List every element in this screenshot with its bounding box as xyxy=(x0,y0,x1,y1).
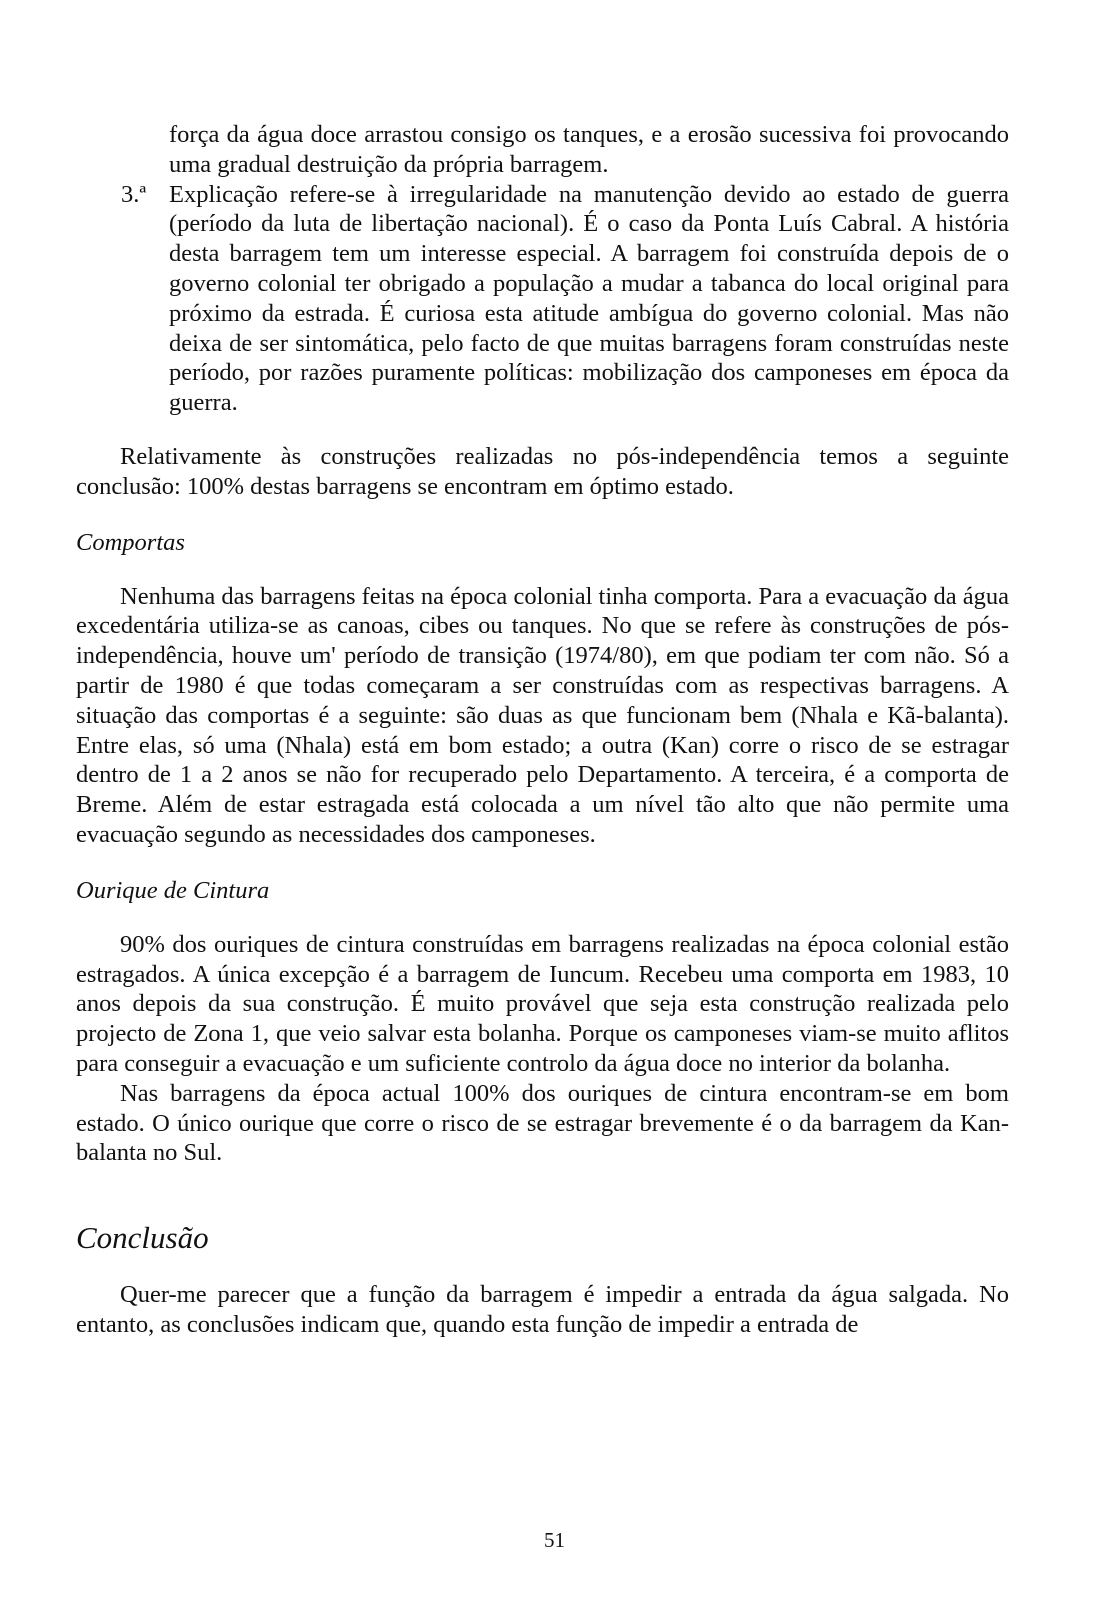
paragraph-ourique-1: 90% dos ouriques de cintura construídas em barragens realizadas na época colonial estão estragados. A única excepção é a barragem de Iuncum. Recebeu uma comporta em 1983, 10 anos depois da sua construção. É muito provável que seja esta construção realizada pelo projecto de Zona 1, que veio salvar esta bolanha. Porque os camponeses viam-se muito aflitos para conseguir a evacuação e um suficiente controlo da água doce no interior da bolanha. xyxy=(76,930,1009,1077)
list-item-3-label: 3.ª xyxy=(121,180,147,208)
paragraph-comportas: Nenhuma das barragens feitas na época colonial tinha comporta. Para a evacuação da água excedentária utiliza-se as canoas, cibes ou tanques. No que se refere às construções de pós-independência, houve um' período de transição (1974/80), em que podiam ter com não. Só a partir de 1980 é que todas começaram a ser construídas com as respectivas barragens. A situação das comportas é a seguinte: são duas as que funcionam bem (Nhala e Kã-balanta). Entre elas, só uma (Nhala) está em bom estado; a outra (Kan) corre o risco de se estragar dentro de 1 a 2 anos se não for recuperado pelo Departamento. A terceira, é a comporta de Breme. Além de estar estragada está colocada a um nível tão alto que não permite uma evacuação segundo as necessidades dos camponeses. xyxy=(76,582,1009,848)
list-item-continuation: força da água doce arrastou consigo os tanques, e a erosão sucessiva foi provocando uma gradual destruição da própria barragem. xyxy=(169,121,1009,178)
numbered-list xyxy=(121,120,1009,418)
paragraph-ourique-2: Nas barragens da época actual 100% dos ouriques de cintura encontram-se em bom estado. O único ourique que corre o risco de se estragar brevemente é o da barragem da Kan-balanta no Sul. xyxy=(76,1079,1009,1167)
paragraph-pos-independencia: Relativamente às construções realizadas no pós-independência temos a seguinte conclusão: 100% destas barragens se encontram em óptimo estado. xyxy=(76,442,1009,500)
section-heading-ourique: Ourique de Cintura xyxy=(76,876,270,904)
document-page xyxy=(76,120,1009,1340)
paragraph-conclusao: Quer-me parecer que a função da barragem é impedir a entrada da água salgada. No entanto, as conclusões indicam que, quando esta função de impedir a entrada de xyxy=(76,1281,1009,1338)
heading-conclusao: Conclusão xyxy=(76,1220,209,1256)
list-item-3-text: Explicação refere-se à irregularidade na manutenção devido ao estado de guerra (período da luta de libertação nacional). É o caso da Ponta Luís Cabral. A história desta barragem tem um interesse especial. A barragem foi construída depois de o governo colonial ter obrigado a população a mudar a tabanca do local original para próximo da estrada. É curiosa esta atitude ambígua do governo colonial. Mas não deixa de ser sintomática, pelo facto de que muitas barragens foram construídas neste período, por razões puramente políticas: mobilização dos camponeses em época da guerra. xyxy=(169,180,1009,417)
section-heading-comportas: Comportas xyxy=(76,528,185,556)
list-item-3 xyxy=(121,180,1009,418)
page-number: 51 xyxy=(544,1528,565,1552)
